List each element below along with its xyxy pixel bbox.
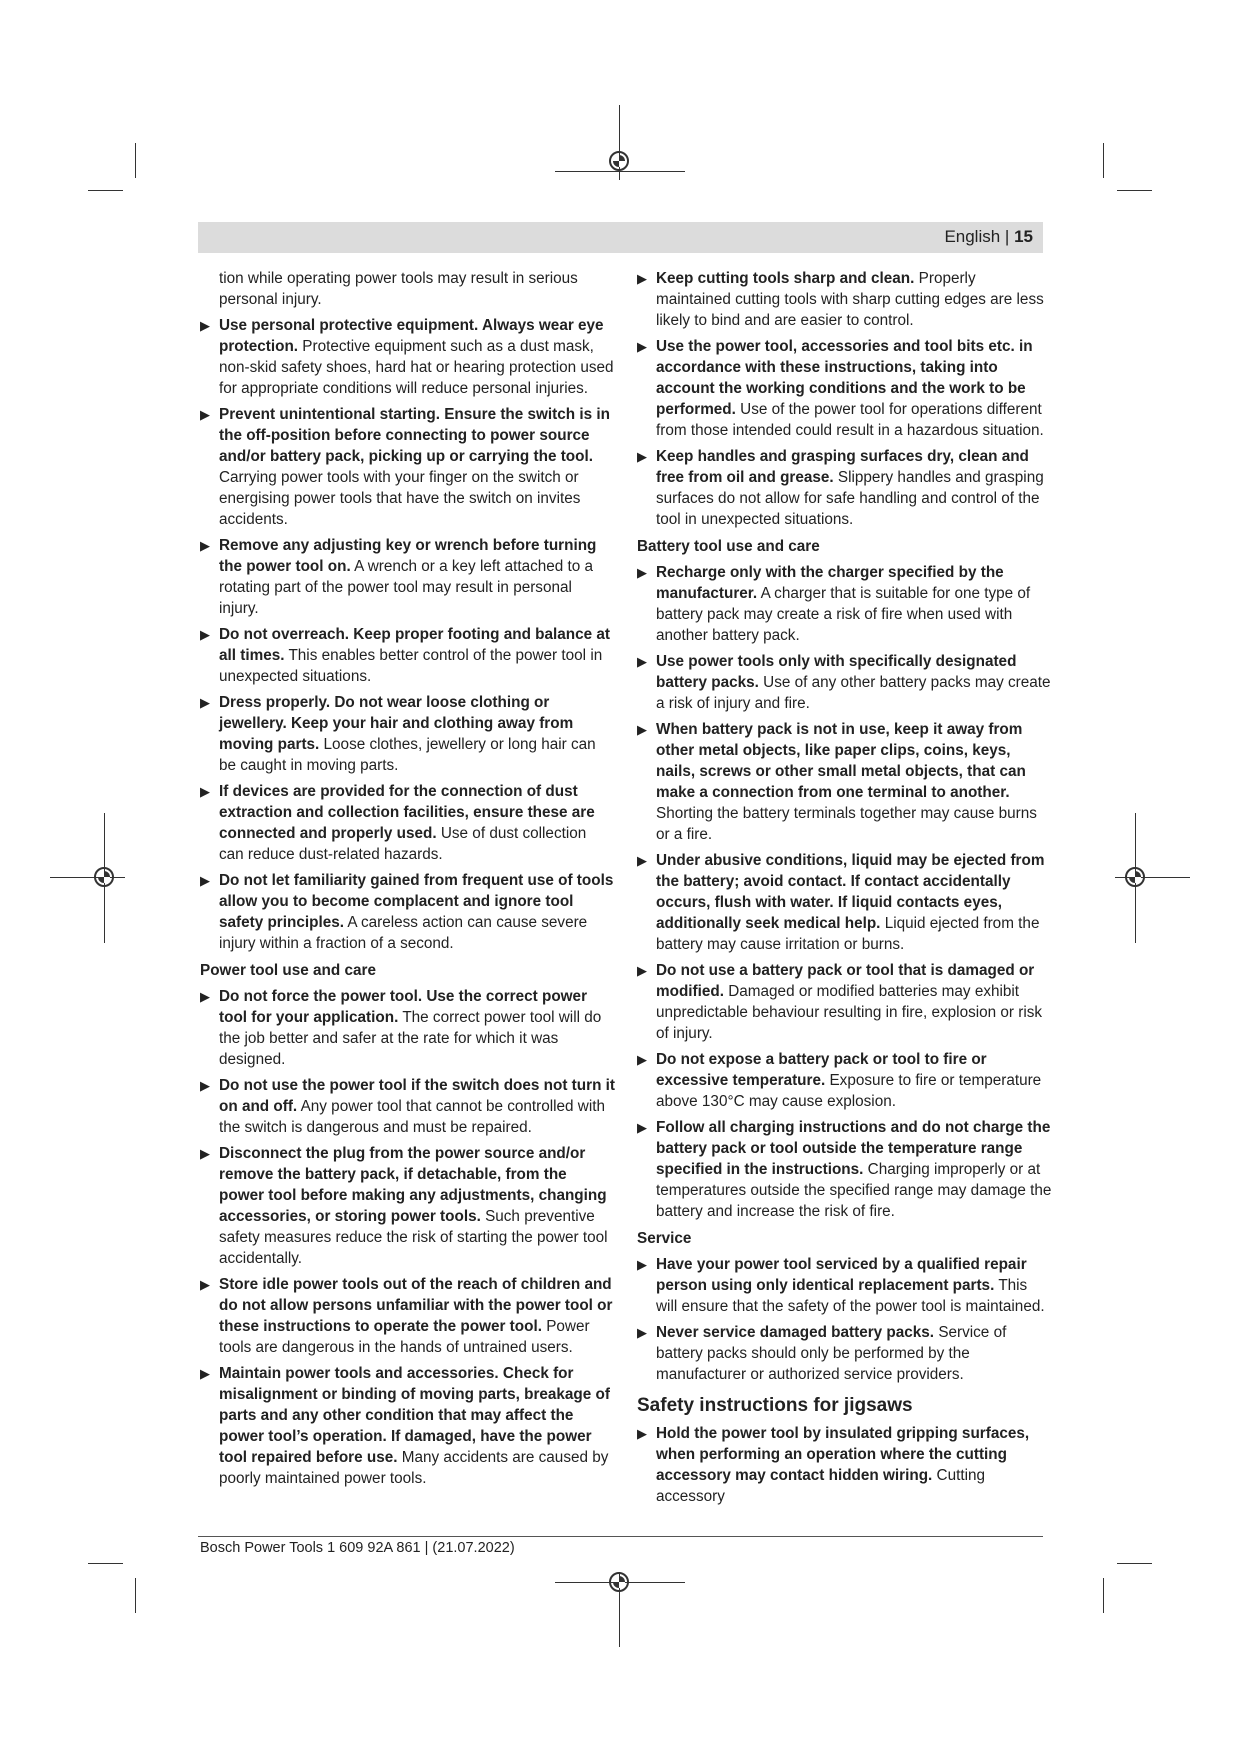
- bullet-arrow-icon: ▶: [637, 339, 647, 354]
- list-item: ▶ Hold the power tool by insulated gripping surfaces, when performing an operation where the cutting accessory may contact hidden wiring. Cutting accessory: [637, 1425, 1030, 1505]
- list-item: ▶ Never service damaged battery packs. Service of battery packs should only be performed by the manufacturer or authorized service providers.: [637, 1324, 1007, 1383]
- list-item: ▶ Disconnect the plug from the power source and/or remove the battery pack, if detachable, from the power tool before making any adjustments, changing accessories, or storing power tools. Such preventive safety measures reduce the risk of starting the power tool accidentally.: [200, 1145, 608, 1267]
- right-column: [637, 268, 1052, 1512]
- bullet-arrow-icon: ▶: [200, 407, 210, 422]
- bullet-arrow-icon: ▶: [637, 1052, 647, 1067]
- bullet-arrow-icon: ▶: [200, 873, 210, 888]
- list-item: ▶ Recharge only with the charger specified by the manufacturer. A charger that is suitable for one type of battery pack may create a risk of fire when used with another battery pack.: [637, 564, 1031, 644]
- list-item: ▶ Remove any adjusting key or wrench before turning the power tool on. A wrench or a key left attached to a rotating part of the power tool may result in personal injury.: [200, 537, 597, 617]
- footer-text: Bosch Power Tools 1 609 92A 861 | (21.07.2022): [200, 1540, 515, 1556]
- page-number: 15: [1014, 227, 1033, 246]
- list-item: ▶ Do not let familiarity gained from frequent use of tools allow you to become complacent and ignore tool safety principles. A careless action can cause severe injury within a fraction of a second.: [200, 872, 614, 952]
- bullet-arrow-icon: ▶: [637, 963, 647, 978]
- bullet-arrow-icon: ▶: [637, 722, 647, 737]
- section-heading-battery-tool-use: Battery tool use and care: [637, 538, 820, 555]
- bullet-arrow-icon: ▶: [637, 1426, 647, 1441]
- bullet-arrow-icon: ▶: [200, 538, 210, 553]
- bullet-arrow-icon: ▶: [200, 1146, 210, 1161]
- bullet-arrow-icon: ▶: [637, 449, 647, 464]
- list-item: ▶ Do not overreach. Keep proper footing and balance at all times. This enables better control of the power tool in unexpected situations.: [200, 626, 610, 685]
- continuation-text: tion while operating power tools may result in serious personal injury.: [219, 270, 578, 308]
- bullet-arrow-icon: ▶: [200, 1277, 210, 1292]
- list-item: ▶ Use power tools only with specifically designated battery packs. Use of any other battery packs may create a risk of injury and fire.: [637, 653, 1051, 712]
- bullet-arrow-icon: ▶: [200, 695, 210, 710]
- left-column: [200, 268, 615, 1494]
- bullet-arrow-icon: ▶: [637, 853, 647, 868]
- bullet-arrow-icon: ▶: [637, 654, 647, 669]
- bullet-arrow-icon: ▶: [637, 1325, 647, 1340]
- footer-divider: [198, 1536, 1043, 1537]
- list-item: ▶ Have your power tool serviced by a qualified repair person using only identical replacement parts. This will ensure that the safety of the power tool is maintained.: [637, 1256, 1045, 1315]
- list-item: ▶ Keep handles and grasping surfaces dry, clean and free from oil and grease. Slippery handles and grasping surfaces do not allow for safe handling and control of the tool in unexpected situations.: [637, 448, 1044, 528]
- bullet-arrow-icon: ▶: [200, 1366, 210, 1381]
- list-item: ▶ Prevent unintentional starting. Ensure the switch is in the off-position before connecting to power source and/or battery pack, picking up or carrying the tool. Carrying power tools with your finger on the switch or energising power tools that have the switch on invites accidents.: [200, 406, 610, 528]
- list-item: ▶ Keep cutting tools sharp and clean. Properly maintained cutting tools with sharp cutting edges are less likely to bind and are easier to control.: [637, 270, 1044, 329]
- list-item: ▶ Use personal protective equipment. Always wear eye protection. Protective equipment such as a dust mask, non-skid safety shoes, hard hat or hearing protection used for appropriate conditions will reduce personal injuries.: [200, 317, 614, 397]
- bullet-arrow-icon: ▶: [200, 318, 210, 333]
- bullet-arrow-icon: ▶: [200, 1078, 210, 1093]
- section-title-jigsaws: Safety instructions for jigsaws: [637, 1395, 913, 1416]
- list-item: ▶ If devices are provided for the connection of dust extraction and collection facilities, ensure these are connected and properly used. Use of dust collection can reduce dust-related hazards.: [200, 783, 595, 863]
- section-heading-power-tool-use: Power tool use and care: [200, 962, 376, 979]
- list-item: ▶ Do not use the power tool if the switch does not turn it on and off. Any power tool that cannot be controlled with the switch is dangerous and must be repaired.: [200, 1077, 616, 1136]
- bullet-arrow-icon: ▶: [200, 784, 210, 799]
- list-item: ▶ Do not use a battery pack or tool that is damaged or modified. Damaged or modified batteries may exhibit unpredictable behaviour resulting in fire, explosion or risk of injury.: [637, 962, 1043, 1042]
- list-item: ▶ Store idle power tools out of the reach of children and do not allow persons unfamiliar with the power tool or these instructions to operate the power tool. Power tools are dangerous in the hands of untrained users.: [200, 1276, 613, 1356]
- list-item: ▶ Do not expose a battery pack or tool to fire or excessive temperature. Exposure to fire or temperature above 130°C may cause explosion.: [637, 1051, 1042, 1110]
- page-header: [198, 222, 1043, 253]
- list-item: ▶ When battery pack is not in use, keep it away from other metal objects, like paper clips, coins, keys, nails, screws or other small metal objects, that can make a connection from one terminal to another. Shorting the battery terminals together may cause burns or a fire.: [637, 721, 1037, 843]
- bullet-arrow-icon: ▶: [637, 271, 647, 286]
- bullet-arrow-icon: ▶: [200, 989, 210, 1004]
- bullet-arrow-icon: ▶: [637, 565, 647, 580]
- bullet-arrow-icon: ▶: [637, 1257, 647, 1272]
- list-item: ▶ Follow all charging instructions and do not charge the battery pack or tool outside the temperature range specified in the instructions. Charging improperly or at temperatures outside the specified range may damage the battery and increase the risk of fire.: [637, 1119, 1052, 1220]
- header-language: English: [944, 227, 1001, 246]
- list-item: ▶ Under abusive conditions, liquid may be ejected from the battery; avoid contact. If contact accidentally occurs, flush with water. If liquid contacts eyes, additionally seek medical help. Liquid ejected from the battery may cause irritation or burns.: [637, 852, 1045, 953]
- list-item: ▶ Maintain power tools and accessories. Check for misalignment or binding of moving parts, breakage of parts and any other condition that may affect the power tool’s operation. If damaged, have the power tool repaired before use. Many accidents are caused by poorly maintained power tools.: [200, 1365, 610, 1487]
- header-label: English | 15: [944, 227, 1033, 246]
- section-heading-service: Service: [637, 1230, 692, 1247]
- bullet-arrow-icon: ▶: [200, 627, 210, 642]
- list-item: ▶ Dress properly. Do not wear loose clothing or jewellery. Keep your hair and clothing away from moving parts. Loose clothes, jewellery or long hair can be caught in moving parts.: [200, 694, 596, 774]
- list-item: ▶ Do not force the power tool. Use the correct power tool for your application. The correct power tool will do the job better and safer at the rate for which it was designed.: [200, 988, 602, 1068]
- bullet-arrow-icon: ▶: [637, 1120, 647, 1135]
- list-item: ▶ Use the power tool, accessories and tool bits etc. in accordance with these instructions, taking into account the working conditions and the work to be performed. Use of the power tool for operations different from those intended could result in a hazardous situation.: [637, 338, 1044, 439]
